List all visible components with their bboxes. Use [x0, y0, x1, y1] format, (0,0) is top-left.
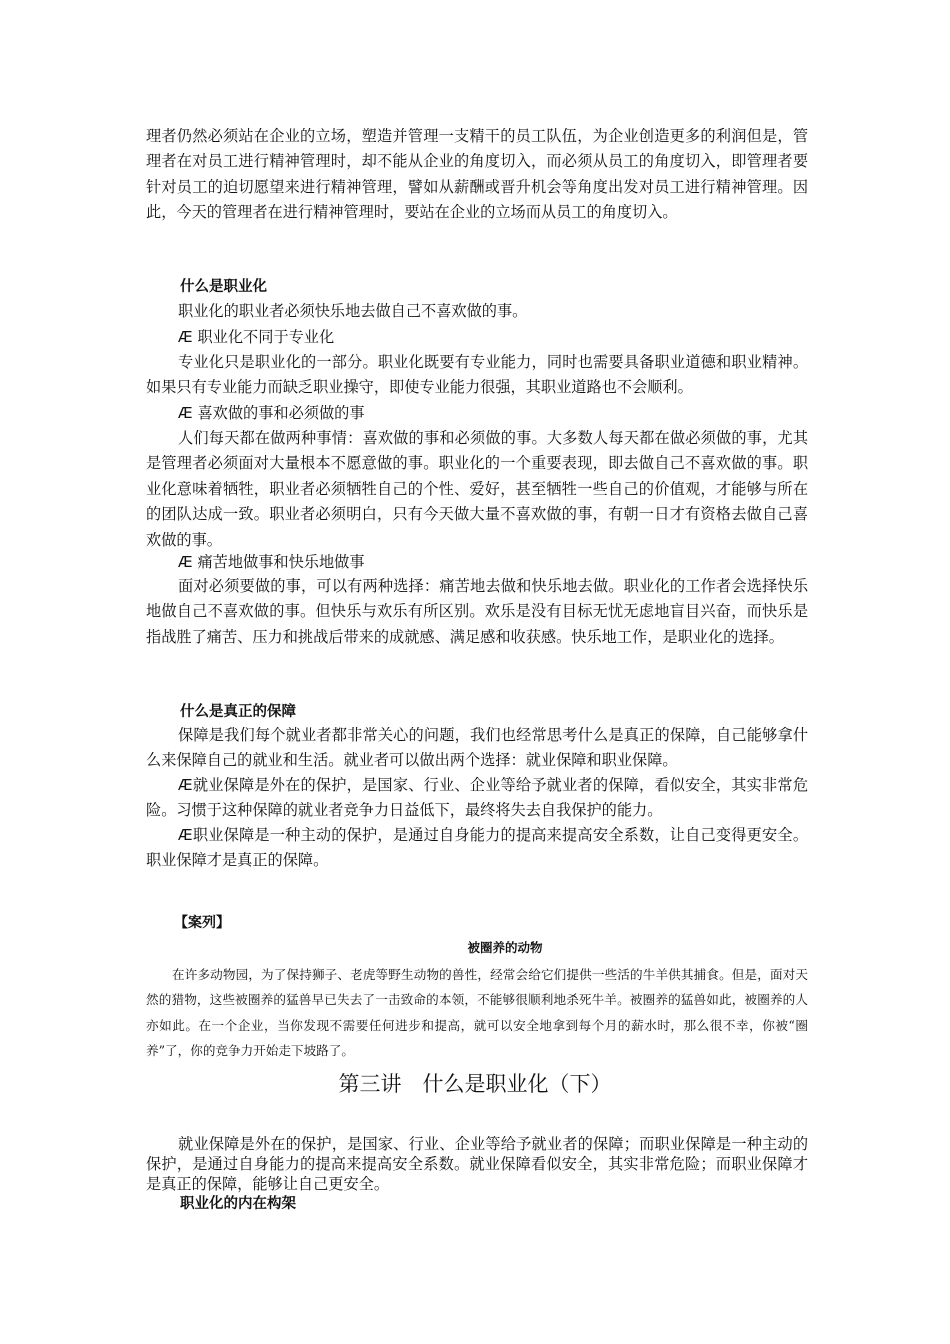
bullet-icon: Æ [178, 328, 193, 346]
bullet-body-3: 面对必须要做的事，可以有两种选择：痛苦地去做和快乐地去做。职业化的工作者会选择快乐地做自己不喜欢做的事。但快乐与欢乐有所区别。欢乐是没有目标无忧无虑地盲目兴奋，而快乐是指战胜了痛苦、压力和挑战后带来的成就感、满足感和收获感。快乐地工作，是职业化的选择。 [146, 577, 808, 646]
case-body: 在许多动物园，为了保持狮子、老虎等野生动物的兽性，经常会给它们提供一些活的牛羊供其捕食。但是，面对天然的猎物，这些被圈养的猛兽早已失去了一击致命的本领，不能够很顺利地杀死牛羊。被圈养的猛兽如此，被圈养的人亦如此。在一个企业，当你发现不需要任何进步和提高，就可以安全地拿到每个月的薪水时，那么很不幸，你被“圈养”了，你的竞争力开始走下坡路了。 [146, 967, 808, 1058]
bullet-icon: Æ [178, 553, 193, 571]
bullet-body-2: 人们每天都在做两种事情：喜欢做的事和必须做的事。大多数人每天都在做必须做的事，尤其是管理者必须面对大量根本不愿意做的事。职业化的一个重要表现，即去做自己不喜欢做的事。职业化意味着牺牲，职业者必须牺牲自己的个性、爱好，甚至牺牲一些自己的价值观，才能够与所在的团队达成一致。职业者必须明白，只有今天做大量不喜欢做的事，有朝一日才有资格去做自己喜欢做的事。 [146, 429, 808, 549]
security-bullet-text: 就业保障是外在的保护，是国家、行业、企业等给予就业者的保障，看似安全，其实非常危险。习惯于这种保障的就业者竞争力日益低下，最终将失去自我保护的能力。 [146, 776, 808, 820]
bullet-title-text: 职业化不同于专业化 [197, 328, 335, 346]
intro-paragraph: 理者仍然必须站在企业的立场，塑造并管理一支精干的员工队伍，为企业创造更多的利润但是，管理者在对员工进行精神管理时，却不能从企业的角度切入，而必须从员工的角度切入，即管理者要针对员工的迫切愿望来进行精神管理，譬如从薪酬或晋升机会等角度出发对员工进行精神管理。因此，今天的管理者在进行精神管理时，要站在企业的立场而从员工的角度切入。 [146, 127, 808, 222]
bullet-icon: Æ [178, 404, 193, 422]
lecture-title: 第三讲 什么是职业化（下） [338, 1072, 612, 1096]
lecture-body: 就业保障是外在的保护，是国家、行业、企业等给予就业者的保障；而职业保障是一种主动的保护，是通过自身能力的提高来提高安全系数。就业保障看似安全，其实非常危险；而职业保障才是真正的保障，能够让自己更安全。 [146, 1135, 808, 1193]
security-bullet-text: 职业保障是一种主动的保护，是通过自身能力的提高来提高安全系数，让自己变得更安全。职业保障才是真正的保障。 [146, 826, 808, 870]
section1-lead: 职业化的职业者必须快乐地去做自己不喜欢做的事。 [178, 302, 528, 320]
section2-lead: 保障是我们每个就业者都非常关心的问题，我们也经常思考什么是真正的保障，自己能够拿什么来保障自己的就业和生活。就业者可以做出两个选择：就业保障和职业保障。 [146, 726, 808, 770]
case-label: 【案列】 [174, 915, 230, 931]
section-heading-security: 什么是真正的保障 [180, 704, 296, 720]
case-title: 被圈养的动物 [467, 940, 543, 955]
bullet-title-text: 痛苦地做事和快乐地做事 [197, 553, 365, 571]
bullet-title-3 [178, 550, 365, 575]
bullet-title-2 [178, 401, 365, 426]
bullet-icon: Æ [178, 776, 193, 794]
bullet-icon: Æ [178, 826, 193, 844]
bullet-body-1: 专业化只是职业化的一部分。职业化既要有专业能力，同时也需要具备职业道德和职业精神。如果只有专业能力而缺乏职业操守，即使专业能力很强，其职业道路也不会顺利。 [146, 353, 808, 397]
section-heading-framework: 职业化的内在构架 [180, 1196, 296, 1212]
bullet-title-text: 喜欢做的事和必须做的事 [197, 404, 365, 422]
security-bullet-2 [146, 823, 808, 874]
section-heading-professionalism: 什么是职业化 [180, 279, 267, 295]
bullet-title-1 [178, 325, 334, 350]
security-bullet-1 [146, 773, 808, 824]
